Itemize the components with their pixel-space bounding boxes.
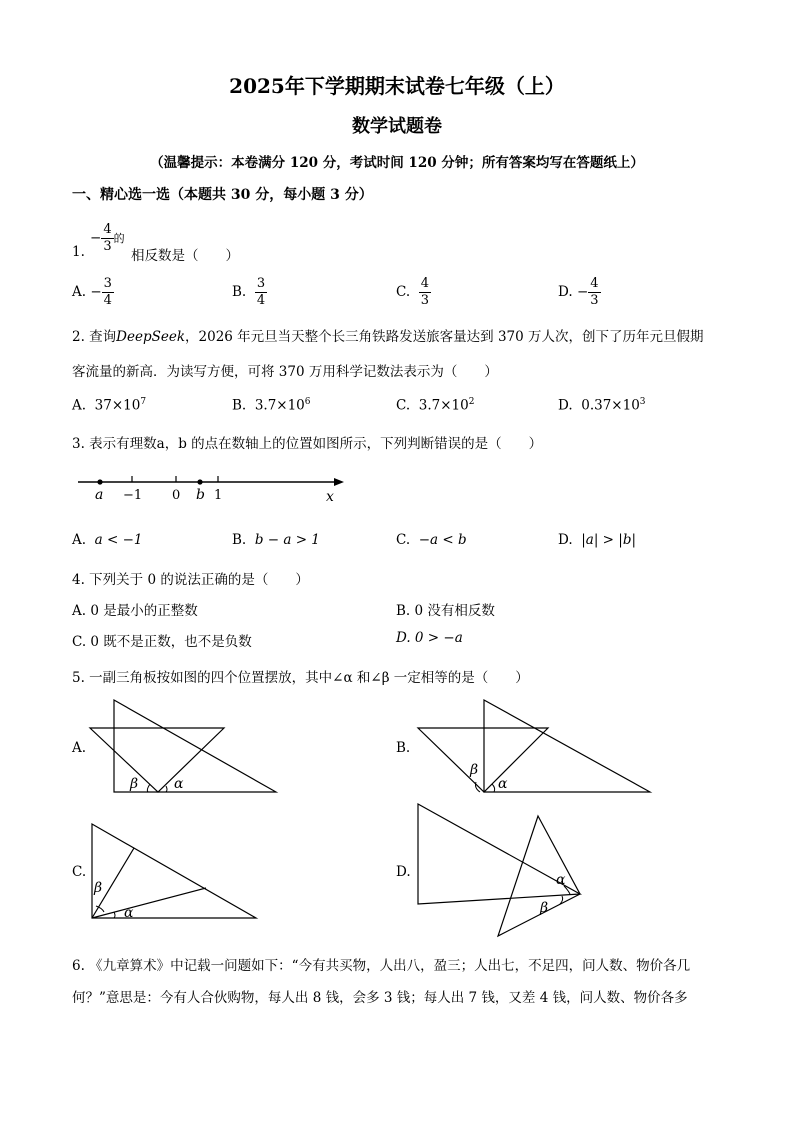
- fig-a-triangle-big: [114, 700, 276, 792]
- q3-option-c: C. −a < b: [396, 532, 467, 548]
- q1-option-d: D. − $\frac{4}{3}$: [558, 276, 599, 308]
- fig-c-beta: β: [94, 880, 103, 896]
- figure-c: [88, 822, 262, 924]
- label-x: x: [326, 489, 334, 504]
- q2-option-a: A. $37\times 10^7$: [72, 397, 147, 414]
- q2-line1: 2. 查询DeepSeek，2026 年元旦当天整个长三角铁路发送旅客量达到 370 万人次，创下了历年元旦假期: [72, 329, 704, 345]
- fig-c-alpha: α: [124, 905, 134, 921]
- label-zero: 0: [172, 488, 181, 503]
- figure-a: [86, 696, 282, 798]
- q1-fraction: − $\frac{4}{3}$ 的: [90, 222, 125, 254]
- q4-option-b: B. 0 没有相反数: [396, 603, 495, 619]
- fig-a-alpha: α: [174, 776, 184, 792]
- q2-option-b: B. $3.7\times 10^6$: [232, 397, 311, 414]
- q6-line1: 6. 《九章算术》中记载一问题如下：“今有共买物，人出八，盈三；人出七，不足四，问人数、物价各几: [72, 958, 691, 974]
- fig-a-triangle-small: [90, 728, 224, 792]
- label-a: a: [95, 487, 104, 503]
- point-a: [97, 479, 102, 484]
- figure-b: [414, 696, 654, 798]
- figure-d: [414, 800, 590, 942]
- q3-option-d: D. |a| > |b|: [558, 532, 637, 548]
- q2-line2: 客流量的新高．为读写方便，可将 370 万用科学记数法表示为（ ）: [72, 364, 498, 380]
- q5-option-c-label: C.: [72, 864, 87, 880]
- exam-tip: （温馨提示：本卷满分 120 分，考试时间 120 分钟；所有答案均写在答题纸上）: [150, 155, 644, 171]
- q4-text: 4. 下列关于 0 的说法正确的是（ ）: [72, 572, 309, 588]
- q4-option-d: D. 0 > −a: [396, 630, 463, 646]
- q5-text: 5. 一副三角板按如图的四个位置摆放，其中∠α 和∠β 一定相等的是（ ）: [72, 670, 529, 686]
- number-line-figure: [72, 470, 352, 504]
- fig-c-triangle-big: [92, 824, 256, 918]
- q3-option-b: B. b − a > 1: [232, 532, 320, 548]
- q1-option-b: B. $\frac{3}{4}$: [232, 276, 266, 308]
- q1-option-c: C. $\frac{4}{3}$: [396, 276, 430, 308]
- label-one: 1: [214, 488, 223, 503]
- fig-d-triangle-big: [418, 804, 580, 904]
- label-minus-one: −1: [123, 488, 143, 503]
- fig-b-triangle-small: [418, 728, 548, 792]
- section-title: 一、精心选一选（本题共 30 分，每小题 3 分）: [72, 187, 373, 203]
- q5-option-b-label: B.: [396, 740, 411, 756]
- number-line-arrow: [334, 478, 344, 486]
- fig-b-alpha: α: [498, 776, 508, 792]
- q3-option-a: A. a < −1: [72, 532, 143, 548]
- q4-option-c: C. 0 既不是正数，也不是负数: [72, 634, 252, 650]
- fig-d-alpha: α: [556, 872, 566, 888]
- fig-d-beta: β: [540, 900, 549, 916]
- fig-d-triangle-small: [498, 816, 580, 936]
- q5-option-a-label: A.: [72, 740, 87, 756]
- q1-text: 相反数是（ ）: [131, 248, 239, 264]
- q2-option-d: D. $0.37\times 10^3$: [558, 397, 646, 414]
- q4-option-a: A. 0 是最小的正整数: [72, 603, 198, 619]
- q1-frac: $\frac{4}{3}$: [103, 222, 112, 254]
- q1-option-a: A. − $\frac{3}{4}$: [72, 276, 112, 308]
- q6-line2: 何？”意思是：今有人合伙购物，每人出 8 钱，会多 3 钱；每人出 7 钱，又差 4 钱，问人数、物价各多: [72, 990, 688, 1006]
- q1-minus: −: [90, 230, 102, 246]
- fig-b-beta: β: [470, 762, 479, 778]
- exam-subtitle: 数学试题卷: [352, 116, 442, 137]
- label-b: b: [196, 487, 205, 503]
- fig-b-triangle-big: [484, 700, 650, 792]
- q1-number: 1.: [72, 244, 85, 260]
- q3-text: 3. 表示有理数a，b 的点在数轴上的位置如图所示，下列判断错误的是（ ）: [72, 436, 543, 452]
- exam-title: 2025年下学期期末试卷七年级（上）: [229, 74, 565, 98]
- fig-a-beta: β: [130, 776, 139, 792]
- q2-option-c: C. $3.7\times 10^2$: [396, 397, 475, 414]
- point-b: [197, 479, 202, 484]
- q5-option-d-label: D.: [396, 864, 411, 880]
